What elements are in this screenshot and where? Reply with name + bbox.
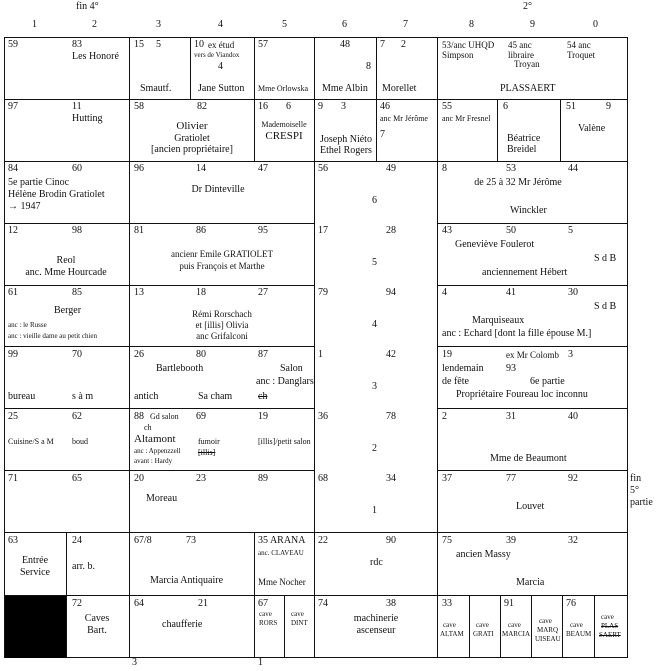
row-line <box>4 161 314 162</box>
r9-h-num3: 32 <box>568 535 578 546</box>
r2-b-name: Hutting <box>72 113 103 124</box>
r2-i-name2: Breidel <box>507 144 537 155</box>
r10-h-cave5: cave <box>570 621 583 629</box>
r2-a-num: 97 <box>8 101 18 112</box>
r10-h-plas: PLAS <box>601 622 619 630</box>
r2-c-note: [ancien propriétaire] <box>151 144 233 155</box>
r4-f-num2: 28 <box>386 225 396 236</box>
r2-h-num: 55 <box>442 101 452 112</box>
r5-h-sdb: S d B <box>594 301 617 312</box>
row-line <box>314 595 437 596</box>
r2-b-num: 11 <box>72 101 82 112</box>
r4-a-num: 12 <box>8 225 18 236</box>
r1-e-name: Mme Orlowska <box>258 84 308 93</box>
r4-h-note: anciennement Hébert <box>482 267 568 278</box>
row-line <box>437 346 628 347</box>
r8-c-num: 20 <box>134 473 144 484</box>
col-line <box>497 99 498 161</box>
r10-f-num2: 38 <box>386 598 396 609</box>
r4-c-note: puis François et Marthe <box>179 261 265 271</box>
r1-f-num2: 8 <box>366 61 371 72</box>
r7-f-num2: 78 <box>386 411 396 422</box>
r3-c-num3: 47 <box>258 163 268 174</box>
r6-c-name: Bartlebooth <box>156 363 204 374</box>
r10-e-cave2: cave <box>291 610 304 618</box>
r5-h-num2: 41 <box>506 287 516 298</box>
r2-c-name2: Gratiolet <box>174 133 210 144</box>
r10-c-num: 64 <box>134 598 144 609</box>
r8-h-num: 37 <box>442 473 452 484</box>
r7-c-num: 88 <box>134 411 144 422</box>
r5-a-note2: anc : vieille dame au petit chien <box>8 332 98 340</box>
right-note-partie: partie <box>630 497 653 508</box>
col-num-6: 6 <box>342 19 347 30</box>
r9-a-num: 63 <box>8 535 18 546</box>
r6-h-num: 19 <box>442 349 452 360</box>
r10-h-cave6: cave <box>601 613 614 621</box>
r3-h-num: 8 <box>442 163 447 174</box>
r3-c-name: Dr Dinteville <box>191 184 245 195</box>
r5-c-num3: 27 <box>258 287 268 298</box>
r4-a-name: Reol <box>56 255 76 266</box>
r2-e-title: Mademoiselle <box>261 120 307 129</box>
r8-h-name: Louvet <box>516 501 545 512</box>
r5-c-note: anc Grifalconi <box>196 331 248 341</box>
r5-f-num2: 94 <box>386 287 396 298</box>
col-line <box>469 595 470 658</box>
r9-f-num2: 90 <box>386 535 396 546</box>
row-line <box>314 161 437 162</box>
divider-left <box>314 37 315 658</box>
r7-c-gdsalon: Gd salon <box>150 412 179 421</box>
r6-h-proprio: Propriétaire Foureau loc inconnu <box>456 389 588 400</box>
r8-f-floor: 1 <box>372 505 377 516</box>
r6-f-floor: 3 <box>372 381 377 392</box>
r7-c-ch: ch <box>144 423 152 432</box>
r5-c-num2: 18 <box>196 287 206 298</box>
r5-f-num: 79 <box>318 287 328 298</box>
r3-h-note: de 25 à 32 Mr Jérôme <box>474 177 562 188</box>
r7-h-num: 2 <box>442 411 447 422</box>
building-plan <box>4 37 628 658</box>
r7-h-num2: 31 <box>506 411 516 422</box>
col-num-3: 3 <box>156 19 161 30</box>
r10-h-cave3: cave <box>508 621 521 629</box>
label-2: 2° <box>523 1 532 12</box>
col-line <box>560 99 561 161</box>
r5-f-floor: 4 <box>372 319 377 330</box>
r6-h-num3: 3 <box>568 349 573 360</box>
r4-c-num: 81 <box>134 225 144 236</box>
label-fin-4: fin 4° <box>76 1 99 12</box>
r2-c-name1: Olivier <box>176 120 208 132</box>
r1-f-num: 48 <box>340 39 350 50</box>
r7-c-name: Altamont <box>134 433 176 445</box>
r9-e-nocher: Mme Nocher <box>258 577 306 587</box>
black-cell <box>5 596 66 658</box>
row-line <box>4 285 314 286</box>
r8-a-num: 71 <box>8 473 18 484</box>
r9-e-claveau: anc. CLAVEAU <box>258 549 304 557</box>
r10-e-num: 67 <box>258 598 268 609</box>
r7-c-note2: avant : Hardy <box>134 457 173 465</box>
divider-right <box>437 37 438 658</box>
r10-h-altam: ALTAM <box>440 630 464 638</box>
col-num-1: 1 <box>32 19 37 30</box>
r4-c-num2: 86 <box>196 225 206 236</box>
r2-f-name1: Joseph Niéto <box>320 134 372 145</box>
r5-h-num3: 30 <box>568 287 578 298</box>
col-line <box>190 37 191 99</box>
r5-h-num: 4 <box>442 287 447 298</box>
r6-h-lendemain: lendemain <box>442 363 484 374</box>
r3-f-num: 56 <box>318 163 328 174</box>
r7-c-petitsalon: [illis]/petit salon <box>258 437 311 446</box>
row-line <box>437 223 628 224</box>
r6-c-salon: Salon <box>280 363 303 374</box>
bottom-num-3: 3 <box>132 657 137 668</box>
r3-h-num2: 53 <box>506 163 516 174</box>
r6-c-num2: 80 <box>196 349 206 360</box>
r9-f-num: 22 <box>318 535 328 546</box>
r2-g-num: 46 <box>380 101 390 112</box>
r1-b-name: Les Honoré <box>72 51 119 62</box>
r5-a-num2: 85 <box>72 287 82 298</box>
r3-c-num2: 14 <box>196 163 206 174</box>
r2-f-num: 9 <box>318 101 323 112</box>
r10-f-machinerie: machinerie <box>353 613 399 624</box>
r7-c-note1: anc : Appenzzell <box>134 447 181 455</box>
r9-e-arana: 35 ARANA <box>258 535 306 546</box>
r1-h-plassaert: PLASSAERT <box>500 83 556 94</box>
r9-h-marcia: Marcia <box>516 577 545 588</box>
r6-c-sacham: Sa cham <box>198 391 233 402</box>
r9-c-num2: 73 <box>186 535 196 546</box>
right-note-fin: fin <box>630 473 642 484</box>
r2-e-name: CRESPI <box>265 130 303 142</box>
r9-h-massy: ancien Massy <box>456 549 511 560</box>
r4-f-floor: 5 <box>372 257 377 268</box>
col-num-8: 8 <box>469 19 474 30</box>
row-line <box>4 532 314 533</box>
right-note-5: 5° <box>630 485 639 496</box>
col-num-5: 5 <box>282 19 287 30</box>
r2-i-name1: Béatrice <box>507 133 541 144</box>
r10-h-cave1: cave <box>443 621 456 629</box>
r7-a-num2: 62 <box>72 411 82 422</box>
row-line <box>4 470 314 471</box>
r1-d-name: Jane Sutton <box>198 83 245 94</box>
r9-a-entree: Entrée <box>21 555 49 566</box>
r2-e-num: 16 <box>258 101 268 112</box>
r6-a-num2: 70 <box>72 349 82 360</box>
r6-c-num: 26 <box>134 349 144 360</box>
r8-a-num2: 65 <box>72 473 82 484</box>
r5-a-name: Berger <box>54 305 82 316</box>
col-line <box>284 595 285 658</box>
r6-f-num: 1 <box>318 349 323 360</box>
r1-f-name: Mme Albin <box>322 83 368 94</box>
r4-c-name: ancienr Emile GRATIOLET <box>171 249 273 259</box>
r5-c-num: 13 <box>134 287 144 298</box>
r8-c-num3: 89 <box>258 473 268 484</box>
r2-i-num: 6 <box>503 101 508 112</box>
r9-h-num: 75 <box>442 535 452 546</box>
r6-h-colomb: ex Mr Colomb <box>506 350 559 360</box>
r1-e-num: 57 <box>258 39 268 50</box>
col-num-9: 9 <box>530 19 535 30</box>
r10-h-beaum: BEAUM <box>566 630 592 638</box>
r7-c-fumoir: fumoir <box>198 437 220 446</box>
r1-g-num: 7 <box>380 39 385 50</box>
r5-h-name: Marquiseaux <box>472 315 525 326</box>
r7-a-cuisine: Cuisine/S a M <box>8 437 54 446</box>
r4-h-sdb: S d B <box>594 253 617 264</box>
r7-c-illis: [illis] <box>198 448 216 457</box>
r10-e-dint: DINT <box>291 619 308 627</box>
r4-h-num3: 5 <box>568 225 573 236</box>
r10-h-grati: GRATI <box>473 630 494 638</box>
row-line <box>4 223 314 224</box>
r1-h-45: 45 anc <box>508 40 532 50</box>
r5-c-name2: et [illis] Olivia <box>195 320 249 330</box>
r1-c-num: 15 <box>134 39 144 50</box>
r10-h-marq: MARQ <box>537 626 559 634</box>
r1-h-uhqd: 53/anc UHQD <box>442 40 495 50</box>
r10-h-saert: SAERT <box>599 631 621 639</box>
r3-a-year: → 1947 <box>8 201 41 212</box>
r2-f-name2: Ethel Rogers <box>320 145 372 156</box>
r9-c-num: 67/8 <box>134 535 152 546</box>
col-line <box>129 161 130 532</box>
col-num-7: 7 <box>403 19 408 30</box>
r2-j-num2: 9 <box>606 101 611 112</box>
r10-h-num: 33 <box>442 598 452 609</box>
row-line <box>437 285 628 286</box>
r8-f-num2: 34 <box>386 473 396 484</box>
r7-f-floor: 2 <box>372 443 377 454</box>
r6-h-93: 93 <box>506 363 516 374</box>
r2-j-name: Valène <box>578 123 606 134</box>
r4-a-num2: 98 <box>72 225 82 236</box>
r1-g-num2: 2 <box>401 39 406 50</box>
r2-g-num2: 7 <box>380 129 385 140</box>
r6-h-partie: 6e partie <box>530 376 565 387</box>
r1-g-name: Morellet <box>382 83 417 94</box>
r6-a-bureau: bureau <box>8 391 36 402</box>
r2-f-num2: 3 <box>341 101 346 112</box>
row-line <box>314 532 437 533</box>
r7-a-num: 25 <box>8 411 18 422</box>
col-line <box>562 595 563 658</box>
r10-h-91: 91 <box>504 598 514 609</box>
r10-c-chaufferie: chaufferie <box>162 619 203 630</box>
r1-d-num2: 4 <box>218 61 223 72</box>
r2-c-num: 58 <box>134 101 144 112</box>
r7-f-num: 36 <box>318 411 328 422</box>
r8-c-num2: 23 <box>196 473 206 484</box>
row-line <box>437 470 628 471</box>
r2-e-num2: 6 <box>286 101 291 112</box>
r7-a-boud: boud <box>72 437 88 446</box>
col-line <box>254 532 255 658</box>
col-num-2: 2 <box>92 19 97 30</box>
col-line <box>66 532 67 658</box>
row-line <box>4 99 314 100</box>
r8-h-num3: 92 <box>568 473 578 484</box>
bottom-num-1: 1 <box>258 657 263 668</box>
r4-h-num: 43 <box>442 225 452 236</box>
row-line <box>4 346 314 347</box>
r9-c-name: Marcia Antiquaire <box>150 575 224 586</box>
r10-h-cave4: cave <box>539 617 552 625</box>
col-line <box>254 99 255 161</box>
col-line <box>531 595 532 658</box>
r1-b-num: 83 <box>72 39 82 50</box>
r1-h-54: 54 anc <box>567 40 591 50</box>
r3-a-num2: 60 <box>72 163 82 174</box>
col-line <box>129 37 130 99</box>
r1-a-num: 59 <box>8 39 18 50</box>
row-line <box>4 408 314 409</box>
row-line <box>437 595 628 596</box>
r10-f-ascenseur: ascenseur <box>356 625 396 636</box>
r7-h-num3: 40 <box>568 411 578 422</box>
r2-j-num: 51 <box>566 101 576 112</box>
r6-h-fete: de fête <box>442 376 469 387</box>
r8-c-name: Moreau <box>146 493 178 504</box>
r9-b-name: arr. b. <box>72 561 96 572</box>
r2-g-note: anc Mr Jérôme <box>380 114 428 123</box>
col-line <box>254 37 255 99</box>
r6-c-note: anc : Danglars <box>256 376 314 387</box>
r3-h-num3: 44 <box>568 163 578 174</box>
r3-f-floor: 6 <box>372 195 377 206</box>
col-line <box>376 37 377 161</box>
r4-c-num3: 95 <box>258 225 268 236</box>
r10-c-num2: 21 <box>198 598 208 609</box>
row-line <box>437 532 628 533</box>
r1-h-troquet: Troquet <box>567 50 596 60</box>
r6-c-antich: antich <box>134 391 159 402</box>
r8-h-num2: 77 <box>506 473 516 484</box>
r1-c-num2: 5 <box>156 39 161 50</box>
r10-b-caves: Caves <box>84 613 110 624</box>
r7-c-69: 69 <box>196 411 206 422</box>
r6-f-num2: 42 <box>386 349 396 360</box>
col-line <box>129 99 130 161</box>
r5-c-name: Rémi Rorschach <box>192 309 252 319</box>
r3-a-brodin: Hélène Brodin Gratiolet <box>8 189 105 200</box>
r9-h-num2: 39 <box>506 535 516 546</box>
r5-h-note: anc : Echard [dont la fille épouse M.] <box>442 328 592 339</box>
r1-h-libraire: libraire <box>508 50 534 60</box>
row-line <box>437 408 628 409</box>
col-line <box>500 595 501 658</box>
col-num-4: 4 <box>218 19 223 30</box>
r1-d-note: ex étud <box>208 40 235 50</box>
r6-c-ch: ch <box>258 391 268 402</box>
r10-f-num: 74 <box>318 598 328 609</box>
r10-h-marcia: MARCIA <box>502 630 531 638</box>
row-line <box>437 161 628 162</box>
r10-e-cave1: cave <box>259 610 272 618</box>
r6-c-num3: 87 <box>258 349 268 360</box>
r2-h-note: anc Mr Fresnel <box>442 114 491 123</box>
r7-c-19: 19 <box>258 411 268 422</box>
r10-e-rors: RORS <box>259 619 278 627</box>
r3-a-num: 84 <box>8 163 18 174</box>
r10-h-uiseau: UISEAU <box>535 635 561 643</box>
r4-h-name: Geneviève Foulerot <box>455 239 535 250</box>
r3-c-num: 96 <box>134 163 144 174</box>
r1-h-troyan: Troyan <box>514 59 540 69</box>
r10-b-num: 72 <box>72 598 82 609</box>
r9-f-rdc: rdc <box>370 557 383 568</box>
r7-h-name: Mme de Beaumont <box>490 453 567 464</box>
r9-b-num: 24 <box>72 535 82 546</box>
r6-a-num: 99 <box>8 349 18 360</box>
r2-c-num2: 82 <box>197 101 207 112</box>
r10-b-bart: Bart. <box>87 625 107 636</box>
r4-h-num2: 50 <box>506 225 516 236</box>
r6-a-sam: s à m <box>72 391 94 402</box>
r1-h-simpson: Simpson <box>442 50 474 60</box>
r3-h-name: Winckler <box>510 205 547 216</box>
r8-f-num: 68 <box>318 473 328 484</box>
r1-c-name: Smautf. <box>140 83 172 94</box>
col-line <box>594 595 595 658</box>
r5-a-note1: anc : le Russe <box>8 321 47 329</box>
r4-f-num: 17 <box>318 225 328 236</box>
row-line <box>437 99 628 100</box>
r1-d-num: 10 <box>194 39 204 50</box>
r1-d-note2: vers de Viandox <box>194 51 240 59</box>
r5-a-num: 61 <box>8 287 18 298</box>
r10-h-76: 76 <box>566 598 576 609</box>
r9-a-service: Service <box>20 567 50 578</box>
r3-f-num2: 49 <box>386 163 396 174</box>
r10-h-cave2: cave <box>476 621 489 629</box>
dashed-line <box>129 536 130 592</box>
r4-a-note: anc. Mme Hourcade <box>25 267 107 278</box>
col-num-0: 0 <box>593 19 598 30</box>
r3-a-cinoc: 5e partie Cinoc <box>8 177 70 188</box>
